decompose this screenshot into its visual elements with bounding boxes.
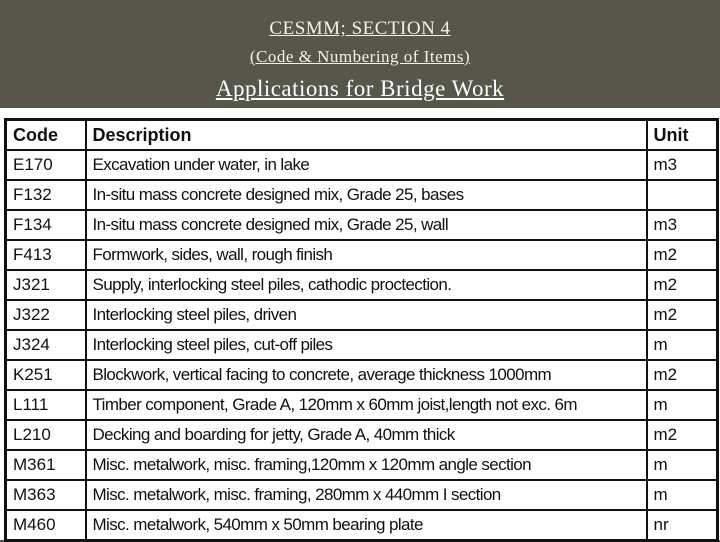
cell-unit: m2 <box>647 300 718 330</box>
cell-code: F132 <box>6 180 86 210</box>
cell-description: Formwork, sides, wall, rough finish <box>86 240 647 270</box>
cell-description: Interlocking steel piles, driven <box>86 300 647 330</box>
cell-description: Misc. metalwork, misc. framing, 280mm x 440mm I section <box>86 480 647 510</box>
table-row <box>6 480 718 510</box>
table-row <box>6 210 718 240</box>
cell-unit: m3 <box>647 150 718 180</box>
cell-code: K251 <box>6 360 86 390</box>
table-container <box>0 108 720 540</box>
table-row <box>6 300 718 330</box>
table-row <box>6 420 718 450</box>
cell-unit: m <box>647 480 718 510</box>
cell-description: Timber component, Grade A, 120mm x 60mm joist,length not exc. 6m <box>86 390 647 420</box>
cell-code: J321 <box>6 270 86 300</box>
column-header-code: Code <box>6 120 86 151</box>
cell-unit: m <box>647 330 718 360</box>
table-row <box>6 450 718 480</box>
cell-unit <box>647 180 718 210</box>
cell-code: J322 <box>6 300 86 330</box>
cell-unit: m <box>647 390 718 420</box>
table-row <box>6 390 718 420</box>
cell-unit: m <box>647 450 718 480</box>
table-row <box>6 150 718 180</box>
cell-code: M363 <box>6 480 86 510</box>
cell-description: Supply, interlocking steel piles, cathodic proctection. <box>86 270 647 300</box>
cell-unit: m2 <box>647 270 718 300</box>
column-header-description: Description <box>86 120 647 151</box>
cell-code: M361 <box>6 450 86 480</box>
title-line-1: CESMM; SECTION 4 <box>269 18 451 39</box>
cell-description: Decking and boarding for jetty, Grade A, 40mm thick <box>86 420 647 450</box>
cell-unit: m2 <box>647 420 718 450</box>
title-line-3: Applications for Bridge Work <box>215 76 505 101</box>
table-row <box>6 270 718 300</box>
cell-unit: m3 <box>647 210 718 240</box>
table-row <box>6 180 718 210</box>
cell-unit: m2 <box>647 240 718 270</box>
cell-description: Excavation under water, in lake <box>86 150 647 180</box>
cell-code: E170 <box>6 150 86 180</box>
cell-description: Misc. metalwork, misc. framing,120mm x 120mm angle section <box>86 450 647 480</box>
table-row <box>6 510 718 541</box>
cell-code: M460 <box>6 510 86 541</box>
items-table <box>4 118 719 542</box>
column-header-unit: Unit <box>647 120 718 151</box>
table-header-row <box>6 120 718 151</box>
cell-description: In-situ mass concrete designed mix, Grade 25, bases <box>86 180 647 210</box>
cell-description: Interlocking steel piles, cut-off piles <box>86 330 647 360</box>
cell-description: In-situ mass concrete designed mix, Grade 25, wall <box>86 210 647 240</box>
cell-code: F413 <box>6 240 86 270</box>
cell-unit: nr <box>647 510 718 541</box>
cell-code: F134 <box>6 210 86 240</box>
cell-description: Blockwork, vertical facing to concrete, average thickness 1000mm <box>86 360 647 390</box>
table-row <box>6 360 718 390</box>
slide-header <box>0 0 720 108</box>
cell-description: Misc. metalwork, 540mm x 50mm bearing plate <box>86 510 647 541</box>
cell-code: J324 <box>6 330 86 360</box>
cell-code: L210 <box>6 420 86 450</box>
cell-code: L111 <box>6 390 86 420</box>
table-row <box>6 240 718 270</box>
cell-unit: m2 <box>647 360 718 390</box>
table-row <box>6 330 718 360</box>
title-line-2: (Code & Numbering of Items) <box>249 47 471 66</box>
